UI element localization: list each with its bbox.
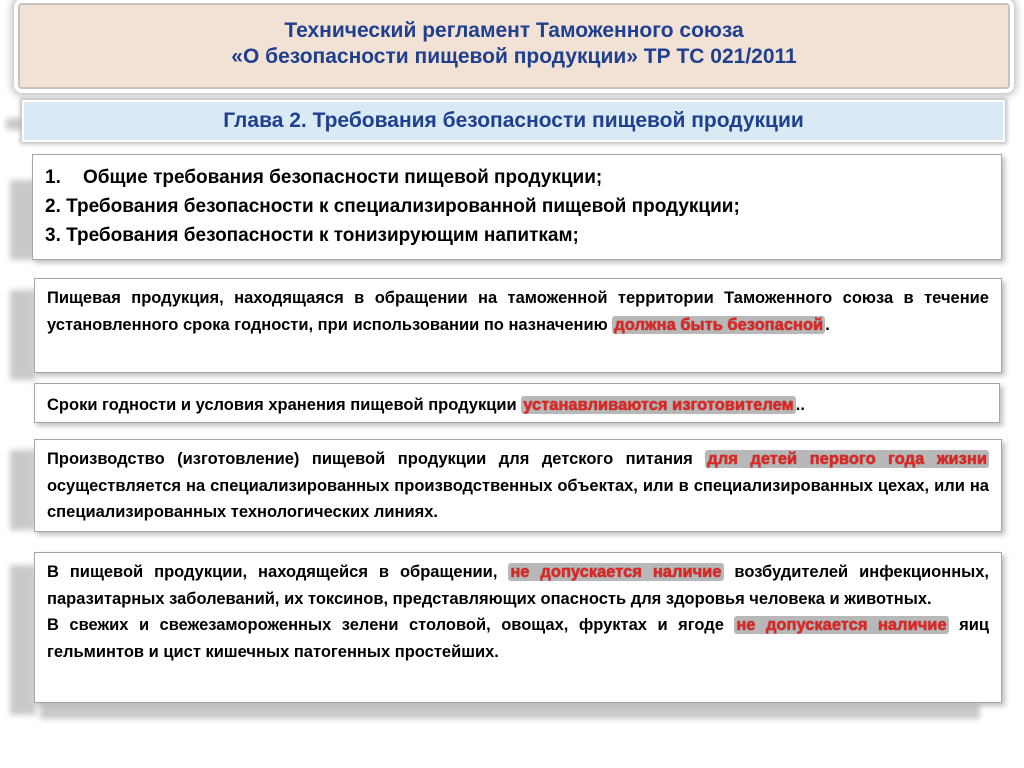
card-text: Сроки годности и условия хранения пищевой продукции — [47, 396, 522, 414]
card-text: Пищевая продукция, находящаяся в обращении на таможенной территории Таможенного союза в течение установленного срока годности, при использовании по назначению — [47, 289, 989, 334]
card-text-end: .. — [795, 396, 805, 414]
list-item-text: Общие требования безопасности пищевой продукции; — [83, 167, 603, 188]
info-card-baby-food — [34, 439, 1002, 532]
paragraph — [47, 612, 989, 665]
list-item — [45, 163, 989, 192]
list-item: 3. Требования безопасности к тонизирующим напиткам; — [45, 225, 579, 246]
highlight-text: не допускается наличие — [510, 563, 722, 581]
background-shadow — [10, 450, 36, 530]
title-line-2: «О безопасности пищевой продукции» ТР ТС 021/2011 — [231, 45, 797, 68]
card-text-end: . — [825, 315, 830, 334]
highlight-text: не допускается наличие — [736, 616, 947, 634]
card-text-end: осуществляется на специализированных производственных объектах, или в специализированных цехах, или на специализированных технологических линиях. — [47, 476, 989, 521]
list-item: 2. Требования безопасности к специализированной пищевой продукции; — [45, 196, 740, 217]
card-text: В свежих и свежезамороженных зелени столовой, овощах, фруктах и ягоде — [47, 616, 735, 634]
info-card-pathogens — [34, 552, 1002, 703]
background-shadow — [10, 290, 36, 380]
card-text: В пищевой продукции, находящейся в обращении, — [47, 563, 509, 581]
highlight-text: устанавливаются изготовителем — [523, 396, 794, 414]
info-card-safety — [34, 278, 1002, 373]
slide-title — [18, 3, 1010, 89]
background-shadow — [40, 705, 980, 719]
list-item-number: 1. — [45, 167, 61, 188]
requirements-list — [32, 154, 1002, 260]
chapter-heading: Глава 2. Требования безопасности пищевой продукции — [22, 100, 1005, 142]
background-shadow — [10, 565, 36, 715]
paragraph — [47, 559, 989, 612]
card-text-end: возбудителей инфекционных, паразитарных заболеваний, их токсинов, представляющих опасность для здоровья человека и животных. — [47, 563, 990, 608]
highlight-text: должна быть безопасной — [614, 315, 824, 334]
title-line-1: Технический регламент Таможенного союза — [284, 19, 744, 42]
card-text: Производство (изготовление) пищевой продукции для детского питания — [47, 450, 706, 468]
highlight-text: для детей первого года жизни — [707, 450, 987, 468]
card-text-end: яиц гельминтов и цист кишечных патогенных простейших. — [47, 616, 990, 661]
info-card-shelf-life — [34, 383, 1000, 423]
